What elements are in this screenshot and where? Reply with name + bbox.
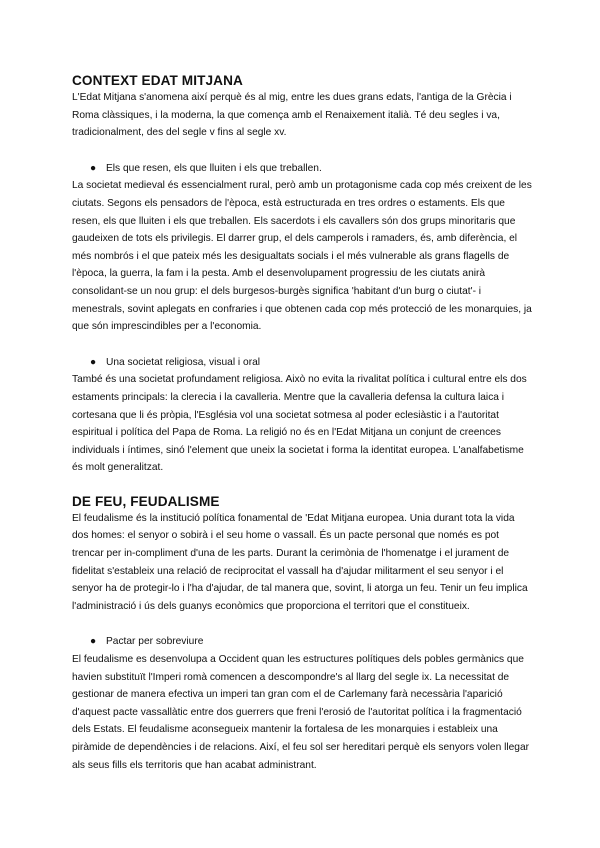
bullet-item-estaments xyxy=(72,160,532,178)
bullet-dot-icon: ● xyxy=(90,162,97,174)
paragraph-estaments: La societat medieval és essencialment rural, però amb un protagonisme cada cop més creixent de les ciutats. Segons els pensadors de l'època, està estructurada en tres ordres o estaments. Els que resen, els que lluiten i els que treballen. Els sacerdots i els cavallers són dos grups minoritaris que gaudeixen de tots els privilegis. El darrer grup, el dels camperols i ramaders, és, amb diferència, el més nombrós i el que pateix més les desigualtats socials i el més vulnerable als grans flagells de l'època, la guerra, la fam i la pesta. Amb el desenvolupament progressiu de les ciutats anirà consolidant-se un nou grup: el dels burgesos-burgès significa 'habitant d'un burg o ciutat'- i menestrals, sovint aplegats en confraries i que obtenen cada cop més protecció de les monarquies, ja que són imprescindibles per a l'economia. xyxy=(72,180,532,333)
bullet-item-religiosa xyxy=(72,354,532,372)
paragraph-pactar: El feudalisme es desenvolupa a Occident quan les estructures polítiques dels pobles germànics que havien substituït l'Imperi romà comencen a descompondre's al llarg del segle ix. La necessitat de gestionar de manera efectiva un imperi tan gran com el de Carlemany farà necessària l'aparició d'aquest pacte vassallàtic entre dos guerrers que freni l'erosió de l'autoritat política i la fragmentació dels Estats. El feudalisme aconsegueix mantenir la fortalesa de les monarquies i estableix una piràmide de dependències i de relacions. Així, el feu sol ser hereditari perquè els senyors volen llegar als seus fills els territoris que han acabat administrant. xyxy=(72,654,529,771)
document-page xyxy=(72,72,532,774)
bullet-text: Els que resen, els que lluiten i els que treballen. xyxy=(106,162,322,174)
spacer xyxy=(72,142,532,160)
bullet-text: Una societat religiosa, visual i oral xyxy=(106,356,261,368)
paragraph-intro-context: L'Edat Mitjana s'anomena així perquè és al mig, entre les dues grans edats, l'antiga de la Grècia i Roma clàssiques, i la moderna, la que comença amb el Renaixement italià. Té deu segles i va, tradicionalment, des del segle v fins al segle xv. xyxy=(72,92,512,139)
section-title-context: CONTEXT EDAT MITJANA xyxy=(72,73,243,88)
section-title-feudalisme: DE FEU, FEUDALISME xyxy=(72,493,220,509)
spacer xyxy=(72,615,532,633)
paragraph-religiosa: També és una societat profundament religiosa. Això no evita la rivalitat política i cultural entre els dos estaments principals: la clerecia i la cavalleria. Mentre que la cavalleria defensa la cultura laica i cortesana que li és pròpia, l'Església vol una societat sotmesa al poder eclesiàstic i a l'autoritat espiritual i política del Papa de Roma. La religió no és en l'Edat Mitjana un conjunt de creences individuals i íntimes, sinó l'element que uneix la societat i forma la identitat europea. L'analfabetisme és molt generalitzat. xyxy=(72,374,527,474)
bullet-dot-icon: ● xyxy=(90,356,97,368)
spacer xyxy=(72,336,532,354)
bullet-dot-icon: ● xyxy=(90,636,97,648)
paragraph-intro-feudalisme: El feudalisme és la institució política fonamental de 'Edat Mitjana europea. Unia durant tota la vida dos homes: el senyor o sobirà i el seu home o vassall. És un pacte personal que només es pot trencar per in-compliment d'una de les parts. Durant la cerimònia de l'homenatge i el jurament de fidelitat s'estableix una relació de reciprocitat el vassall ha d'ajudar militarment el seu senyor i el senyor ha de protegir-lo i l'ha d'ajudar, de tal manera que, sovint, li atorga un feu. Tenir un feu implica l'administració i ús dels guanys econòmics que proporciona el territori que el constitueix. xyxy=(72,512,528,612)
bullet-item-pactar xyxy=(72,633,532,651)
bullet-text: Pactar per sobreviure xyxy=(106,636,204,648)
